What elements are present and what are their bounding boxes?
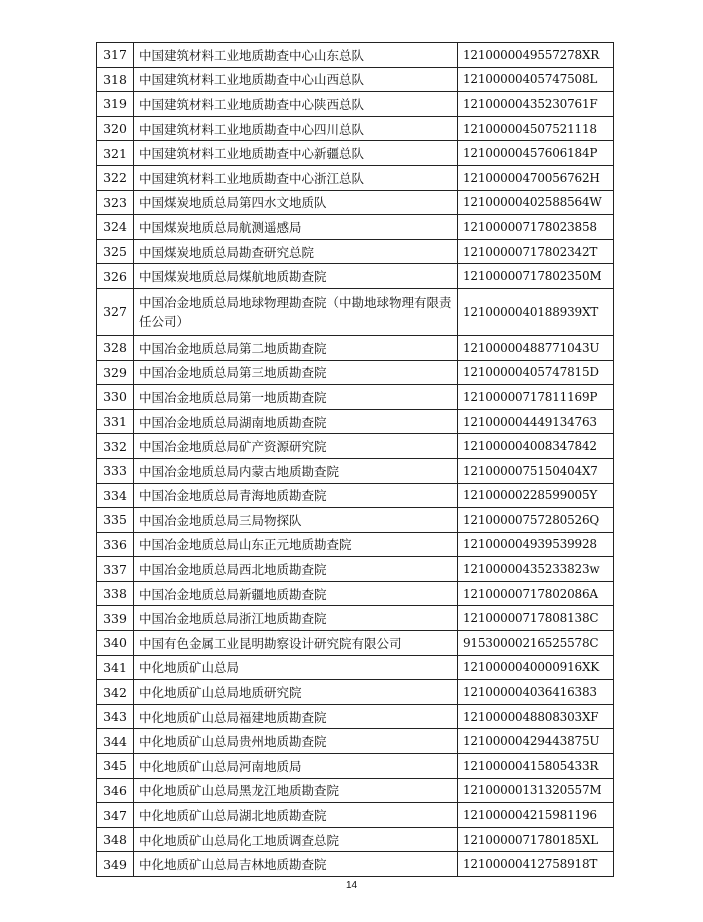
organization-name-cell: 中化地质矿山总局地质研究院 <box>134 680 458 705</box>
organization-name-cell: 中国冶金地质总局第三地质勘查院 <box>134 360 458 385</box>
organization-name-cell: 中国冶金地质总局新疆地质勘查院 <box>134 581 458 606</box>
row-number-cell: 319 <box>97 92 134 117</box>
credit-code-cell: 1210000040000916XK <box>458 655 614 680</box>
table-row <box>97 288 614 335</box>
credit-code-cell: 12100000415805433R <box>458 754 614 779</box>
credit-code-cell: 121000004449134763 <box>458 409 614 434</box>
row-number-cell: 338 <box>97 581 134 606</box>
table-row <box>97 508 614 533</box>
organization-name-cell: 中国冶金地质总局浙江地质勘查院 <box>134 606 458 631</box>
row-number-cell: 325 <box>97 239 134 264</box>
row-number-cell: 336 <box>97 532 134 557</box>
table-row <box>97 778 614 803</box>
organization-name-cell: 中国建筑材料工业地质勘查中心陕西总队 <box>134 92 458 117</box>
row-number-cell: 323 <box>97 190 134 215</box>
row-number-cell: 322 <box>97 165 134 190</box>
row-number-cell: 345 <box>97 754 134 779</box>
organization-name-cell: 中国有色金属工业昆明勘察设计研究院有限公司 <box>134 631 458 656</box>
table-row <box>97 852 614 877</box>
organization-name-cell: 中化地质矿山总局 <box>134 655 458 680</box>
credit-code-cell: 12100000717802086A <box>458 581 614 606</box>
credit-code-cell: 12100000405747815D <box>458 360 614 385</box>
organization-name-cell: 中国冶金地质总局矿产资源研究院 <box>134 434 458 459</box>
table-row <box>97 581 614 606</box>
table-row <box>97 631 614 656</box>
credit-code-cell: 121000004939539928 <box>458 532 614 557</box>
credit-code-cell: 12100000717808138C <box>458 606 614 631</box>
organization-name-cell: 中国煤炭地质总局第四水文地质队 <box>134 190 458 215</box>
page-number: 14 <box>345 880 358 891</box>
organization-name-cell: 中国冶金地质总局山东正元地质勘查院 <box>134 532 458 557</box>
credit-code-cell: 12100000470056762H <box>458 165 614 190</box>
credit-code-cell: 1210000075150404X7 <box>458 458 614 483</box>
table-row <box>97 239 614 264</box>
row-number-cell: 328 <box>97 335 134 360</box>
organization-name-cell: 中国冶金地质总局内蒙古地质勘查院 <box>134 458 458 483</box>
table-row <box>97 532 614 557</box>
row-number-cell: 332 <box>97 434 134 459</box>
row-number-cell: 343 <box>97 704 134 729</box>
credit-code-cell: 121000004008347842 <box>458 434 614 459</box>
credit-code-cell: 12100000717802342T <box>458 239 614 264</box>
organization-name-cell: 中国煤炭地质总局勘查研究总院 <box>134 239 458 264</box>
table-body <box>97 43 614 877</box>
row-number-cell: 330 <box>97 385 134 410</box>
organization-name-cell: 中国建筑材料工业地质勘查中心新疆总队 <box>134 141 458 166</box>
table-row <box>97 116 614 141</box>
organization-name-cell: 中国建筑材料工业地质勘查中心山西总队 <box>134 67 458 92</box>
table-row <box>97 165 614 190</box>
organization-name-cell: 中化地质矿山总局福建地质勘查院 <box>134 704 458 729</box>
row-number-cell: 317 <box>97 43 134 68</box>
credit-code-cell: 12100000435230761F <box>458 92 614 117</box>
organization-name-cell: 中国冶金地质总局三局物探队 <box>134 508 458 533</box>
organization-name-cell: 中国冶金地质总局第二地质勘查院 <box>134 335 458 360</box>
credit-code-cell: 12100000429443875U <box>458 729 614 754</box>
table-row <box>97 385 614 410</box>
organization-name-cell: 中化地质矿山总局吉林地质勘查院 <box>134 852 458 877</box>
table-row <box>97 264 614 289</box>
credit-code-cell: 12100000488771043U <box>458 335 614 360</box>
credit-code-cell: 91530000216525578C <box>458 631 614 656</box>
organization-name-cell: 中化地质矿山总局化工地质调查总院 <box>134 827 458 852</box>
table-row <box>97 754 614 779</box>
organization-name-cell: 中国建筑材料工业地质勘查中心浙江总队 <box>134 165 458 190</box>
row-number-cell: 324 <box>97 215 134 240</box>
table-row <box>97 409 614 434</box>
table-row <box>97 680 614 705</box>
credit-code-cell: 12100000757280526Q <box>458 508 614 533</box>
credit-code-cell: 12100000717811169P <box>458 385 614 410</box>
table-row <box>97 483 614 508</box>
table-row <box>97 803 614 828</box>
organization-name-cell: 中化地质矿山总局湖北地质勘查院 <box>134 803 458 828</box>
table-row <box>97 729 614 754</box>
row-number-cell: 335 <box>97 508 134 533</box>
row-number-cell: 341 <box>97 655 134 680</box>
credit-code-cell: 12100000412758918T <box>458 852 614 877</box>
organization-name-cell: 中国冶金地质总局第一地质勘查院 <box>134 385 458 410</box>
table-row <box>97 335 614 360</box>
table-row <box>97 360 614 385</box>
credit-code-cell: 1210000049557278XR <box>458 43 614 68</box>
organization-name-cell: 中化地质矿山总局河南地质局 <box>134 754 458 779</box>
organization-name-cell: 中化地质矿山总局黑龙江地质勘查院 <box>134 778 458 803</box>
table-row <box>97 43 614 68</box>
row-number-cell: 329 <box>97 360 134 385</box>
table-row <box>97 434 614 459</box>
credit-code-cell: 12100000228599005Y <box>458 483 614 508</box>
credit-code-cell: 12100000435233823w <box>458 557 614 582</box>
organization-table <box>96 42 614 877</box>
credit-code-cell: 121000004036416383 <box>458 680 614 705</box>
row-number-cell: 331 <box>97 409 134 434</box>
credit-code-cell: 12100000405747508L <box>458 67 614 92</box>
credit-code-cell: 1210000071780185XL <box>458 827 614 852</box>
row-number-cell: 344 <box>97 729 134 754</box>
row-number-cell: 340 <box>97 631 134 656</box>
organization-name-cell: 中化地质矿山总局贵州地质勘查院 <box>134 729 458 754</box>
credit-code-cell: 121000004215981196 <box>458 803 614 828</box>
organization-name-cell: 中国煤炭地质总局煤航地质勘查院 <box>134 264 458 289</box>
table-row <box>97 215 614 240</box>
table-row <box>97 141 614 166</box>
credit-code-cell: 1210000040188939XT <box>458 288 614 335</box>
row-number-cell: 348 <box>97 827 134 852</box>
credit-code-cell: 12100000402588564W <box>458 190 614 215</box>
row-number-cell: 337 <box>97 557 134 582</box>
credit-code-cell: 12100000131320557M <box>458 778 614 803</box>
table-row <box>97 458 614 483</box>
organization-name-cell: 中国冶金地质总局西北地质勘查院 <box>134 557 458 582</box>
row-number-cell: 339 <box>97 606 134 631</box>
table-row <box>97 827 614 852</box>
row-number-cell: 346 <box>97 778 134 803</box>
credit-code-cell: 121000004507521118 <box>458 116 614 141</box>
credit-code-cell: 1210000048808303XF <box>458 704 614 729</box>
table-row <box>97 92 614 117</box>
row-number-cell: 320 <box>97 116 134 141</box>
organization-name-cell: 中国冶金地质总局地球物理勘查院（中勘地球物理有限责任公司） <box>134 288 458 335</box>
credit-code-cell: 12100000457606184P <box>458 141 614 166</box>
row-number-cell: 347 <box>97 803 134 828</box>
row-number-cell: 342 <box>97 680 134 705</box>
table-row <box>97 190 614 215</box>
organization-name-cell: 中国建筑材料工业地质勘查中心山东总队 <box>134 43 458 68</box>
table-row <box>97 704 614 729</box>
organization-name-cell: 中国建筑材料工业地质勘查中心四川总队 <box>134 116 458 141</box>
row-number-cell: 334 <box>97 483 134 508</box>
credit-code-cell: 121000007178023858 <box>458 215 614 240</box>
table-row <box>97 67 614 92</box>
credit-code-cell: 12100000717802350M <box>458 264 614 289</box>
row-number-cell: 326 <box>97 264 134 289</box>
table-row <box>97 557 614 582</box>
row-number-cell: 333 <box>97 458 134 483</box>
organization-name-cell: 中国冶金地质总局青海地质勘查院 <box>134 483 458 508</box>
row-number-cell: 349 <box>97 852 134 877</box>
row-number-cell: 318 <box>97 67 134 92</box>
row-number-cell: 327 <box>97 288 134 335</box>
table-row <box>97 606 614 631</box>
organization-name-cell: 中国冶金地质总局湖南地质勘查院 <box>134 409 458 434</box>
organization-name-cell: 中国煤炭地质总局航测遥感局 <box>134 215 458 240</box>
row-number-cell: 321 <box>97 141 134 166</box>
table-row <box>97 655 614 680</box>
